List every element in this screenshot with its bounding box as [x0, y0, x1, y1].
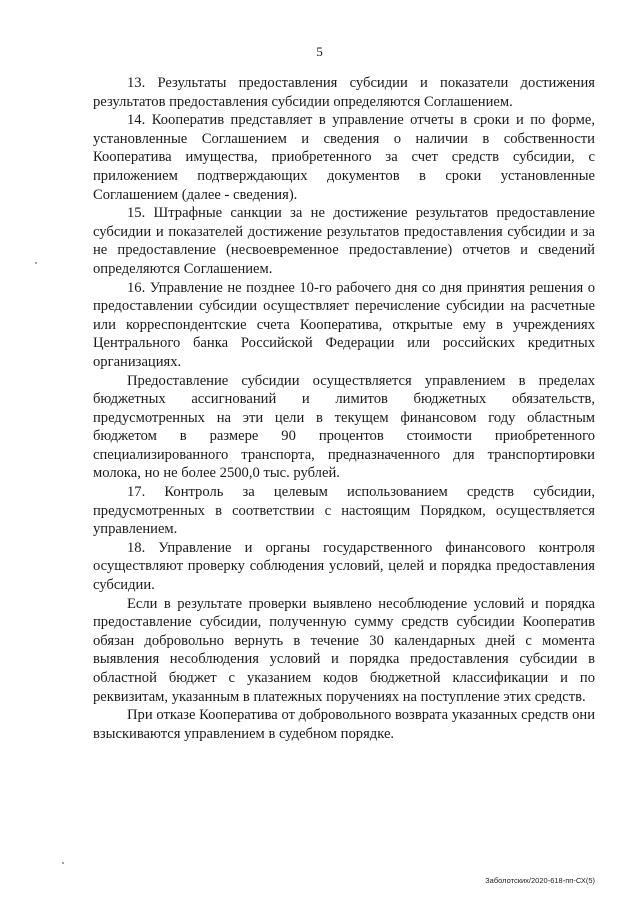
paragraph-13: 13. Результаты предоставления субсидии и показатели достижения результатов предоставления субсидии определяются Соглашением. — [93, 75, 595, 110]
paragraph-17: 17. Контроль за целевым использованием средств субсидии, предусмотренных в соответствии с настоящим Порядком, осуществляется управлением. — [93, 484, 595, 538]
paragraph-16-subsidy-amount: Предоставление субсидии осуществляется управлением в пределах бюджетных ассигнований и лимитов бюджетных обязательств, предусмотренных на эти цели в текущем финансовом году областным бюджетом в размере 90 процентов стоимости приобретенного специализированного транспорта, предназначенного для транспортировки молока, но не более 2500,0 тыс. рублей. — [93, 372, 595, 482]
paragraph-15: 15. Штрафные санкции за не достижение результатов предоставление субсидии и показателей достижение результатов предоставления субсидии и за не предоставление (несвоевременное предоставление) отчетов и сведений определяются Соглашением. — [93, 205, 595, 277]
paragraph-16: 16. Управление не позднее 10-го рабочего дня со дня принятия решения о предоставлении субсидии осуществляет перечисление субсидии на расчетные или корреспондентские счета Кооператива, открытые ему в учреждениях Центрального банка Российской Федерации или российских кредитных организациях. — [93, 279, 595, 370]
paragraph-14: 14. Кооператив представляет в управление отчеты в сроки и по форме, установленные Соглашением и сведения о наличии в собственности Кооператива имущества, приобретенного за счет средств субсидии, с приложением подтверждающих документов в сроки установленные Соглашением (далее - сведения). — [93, 112, 595, 203]
paragraph-18: 18. Управление и органы государственного финансового контроля осуществляют проверку соблюдения условий, целей и порядка предоставления субсидии. — [93, 539, 595, 594]
paragraph-18-court-recovery: При отказе Кооператива от добровольного возврата указанных средств они взыскиваются управлением в судебном порядке. — [93, 707, 595, 742]
paragraph-18-refund: Если в результате проверки выявлено несоблюдение условий и порядка предоставление субсидии, полученную сумму средств субсидии Кооператив обязан добровольно вернуть в течение 30 календарных дней с момента выявления несоблюдения условий и порядка предоставления субсидии в областной бюджет с указанием кодов бюджетной классификации и по реквизитам, указанным в платежных поручениях на поступление этих средств. — [93, 595, 595, 705]
page-number: 5 — [316, 44, 323, 59]
scan-speck — [35, 262, 37, 264]
document-body — [93, 74, 595, 743]
scan-speck — [62, 862, 64, 864]
document-footer-reference: Заболотских/2020-618-пп-СХ(5) — [485, 876, 595, 885]
